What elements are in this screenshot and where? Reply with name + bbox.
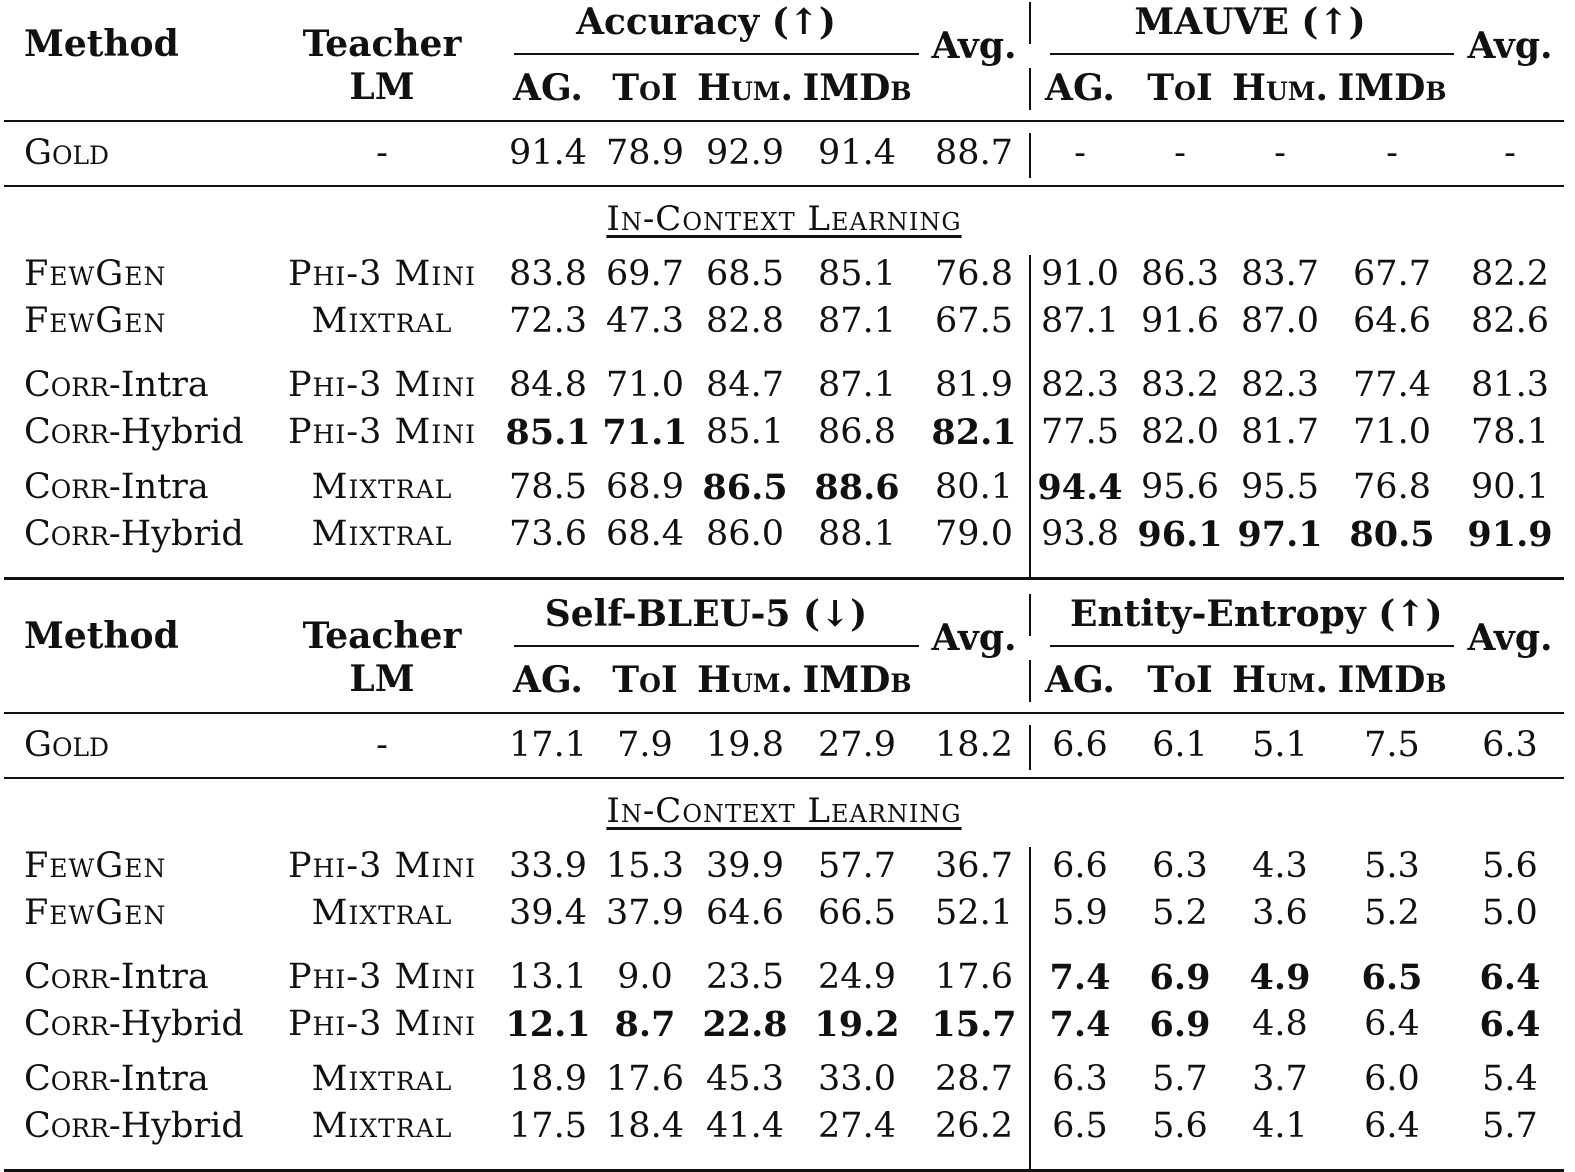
row-value: 5.0	[1482, 893, 1538, 933]
header-group-2: MAUVE (↑)	[1134, 1, 1366, 43]
row-value: 79.0	[935, 514, 1013, 554]
row-method-prefix: Corr	[24, 467, 109, 507]
header-teacher: Teacher	[302, 615, 462, 657]
row-value: 81.9	[935, 365, 1013, 405]
gold-value: 91.4	[509, 133, 587, 173]
row-value: 91.9	[1467, 514, 1553, 555]
row-value: 84.8	[509, 365, 587, 405]
row-value: 33.9	[509, 846, 587, 886]
row-value: 33.0	[818, 1059, 896, 1099]
gold-method: Gold	[24, 725, 110, 765]
row-teacher: Phi-3 Mini	[288, 1004, 476, 1044]
row-value: 5.3	[1364, 846, 1420, 886]
header-rule	[4, 712, 1564, 714]
row-method-suffix: -Hybrid	[108, 514, 244, 554]
row-teacher: Mixtral	[311, 893, 453, 933]
row-value: 83.8	[509, 254, 587, 294]
row-value: 97.1	[1237, 514, 1323, 555]
gold-divider	[1029, 725, 1031, 770]
row-value: 45.3	[706, 1059, 784, 1099]
row-value: 77.5	[1041, 412, 1119, 452]
row-value: 82.3	[1241, 365, 1319, 405]
row-value: 87.1	[818, 301, 896, 341]
row-value: 76.8	[935, 254, 1013, 294]
row-value: 71.1	[602, 412, 688, 453]
row-value: 68.4	[606, 514, 684, 554]
gold-rule	[4, 777, 1564, 779]
row-value: 87.0	[1241, 301, 1319, 341]
row-teacher: Phi-3 Mini	[288, 957, 476, 997]
row-value: 23.5	[706, 957, 784, 997]
row-value: 81.3	[1471, 365, 1549, 405]
row-value: 82.8	[706, 301, 784, 341]
row-method: FewGen	[24, 254, 167, 294]
header-subcol: IMDb	[802, 659, 912, 701]
row-method-suffix: -Hybrid	[108, 412, 244, 452]
header-subcol: AG.	[513, 67, 583, 109]
row-value: 83.2	[1141, 365, 1219, 405]
gold-value: 92.9	[706, 133, 784, 173]
row-method	[24, 514, 244, 554]
body-divider	[1029, 255, 1031, 577]
header-rule	[4, 120, 1564, 122]
row-value: 8.7	[614, 1004, 676, 1045]
row-value: 4.1	[1252, 1106, 1308, 1146]
row-value: 15.3	[606, 846, 684, 886]
row-value: 9.0	[617, 957, 673, 997]
gold-rule	[4, 185, 1564, 187]
row-method-prefix: Corr	[24, 1059, 109, 1099]
row-value: 27.4	[818, 1106, 896, 1146]
header-subcol: Hum.	[696, 659, 794, 701]
row-value: 95.5	[1241, 467, 1319, 507]
row-value: 7.4	[1049, 1004, 1111, 1045]
row-value: 57.7	[818, 846, 896, 886]
row-value: 90.1	[1471, 467, 1549, 507]
gold-value: 7.5	[1364, 725, 1420, 765]
row-method-suffix: -Intra	[108, 365, 209, 405]
gold-value: -	[1504, 133, 1516, 173]
row-method-prefix: Corr	[24, 365, 109, 405]
row-method-prefix: Corr	[24, 514, 109, 554]
row-value: 17.6	[606, 1059, 684, 1099]
row-method: FewGen	[24, 301, 167, 341]
header-group-1: Self-BLEU-5 (↓)	[544, 593, 868, 635]
row-value: 82.2	[1471, 254, 1549, 294]
row-value: 94.4	[1037, 467, 1123, 508]
row-value: 91.6	[1141, 301, 1219, 341]
row-value: 17.6	[935, 957, 1013, 997]
row-value: 64.6	[1353, 301, 1431, 341]
row-method-prefix: Corr	[24, 1004, 109, 1044]
row-value: 5.6	[1482, 846, 1538, 886]
row-value: 18.4	[606, 1106, 684, 1146]
gold-value: 6.6	[1052, 725, 1108, 765]
row-value: 88.6	[814, 467, 900, 508]
header-subcol: Hum.	[696, 67, 794, 109]
row-value: 37.9	[606, 893, 684, 933]
row-method: FewGen	[24, 893, 167, 933]
header-group-1: Accuracy (↑)	[576, 1, 836, 43]
row-value: 15.7	[931, 1004, 1017, 1045]
row-value: 36.7	[935, 846, 1013, 886]
gold-method: Gold	[24, 133, 110, 173]
header-teacher-lm: LM	[349, 658, 415, 700]
row-value: 86.5	[702, 467, 788, 508]
row-value: 6.4	[1479, 957, 1541, 998]
row-value: 69.7	[606, 254, 684, 294]
row-value: 4.8	[1252, 1004, 1308, 1044]
row-value: 7.4	[1049, 957, 1111, 998]
row-teacher: Mixtral	[311, 301, 453, 341]
gold-value: 27.9	[818, 725, 896, 765]
row-value: 4.9	[1249, 957, 1311, 998]
header-avg-1: Avg.	[931, 25, 1017, 67]
header-divider	[1029, 2, 1031, 44]
row-value: 6.6	[1052, 846, 1108, 886]
row-teacher: Phi-3 Mini	[288, 412, 476, 452]
section-label: In-Context Learning	[606, 199, 962, 239]
row-value: 6.4	[1479, 1004, 1541, 1045]
row-method-suffix: -Intra	[108, 467, 209, 507]
row-value: 80.1	[935, 467, 1013, 507]
row-value: 18.9	[509, 1059, 587, 1099]
gold-value: 7.9	[617, 725, 673, 765]
group-1-underline	[514, 53, 919, 55]
row-teacher: Mixtral	[311, 1106, 453, 1146]
header-avg-2: Avg.	[1467, 25, 1553, 67]
row-teacher: Mixtral	[311, 514, 453, 554]
row-teacher: Phi-3 Mini	[288, 846, 476, 886]
header-subcol: ToI	[612, 67, 678, 109]
gold-value: -	[1074, 133, 1086, 173]
row-value: 68.5	[706, 254, 784, 294]
row-value: 77.4	[1353, 365, 1431, 405]
header-divider	[1029, 594, 1031, 636]
row-value: 6.3	[1052, 1059, 1108, 1099]
row-value: 86.3	[1141, 254, 1219, 294]
row-value: 76.8	[1353, 467, 1431, 507]
row-value: 6.5	[1052, 1106, 1108, 1146]
row-value: 39.9	[706, 846, 784, 886]
header-subcol: Hum.	[1231, 659, 1329, 701]
row-value: 19.2	[814, 1004, 900, 1045]
gold-value: 19.8	[706, 725, 784, 765]
row-value: 6.9	[1149, 1004, 1211, 1045]
row-value: 41.4	[706, 1106, 784, 1146]
row-value: 86.0	[706, 514, 784, 554]
row-value: 95.6	[1141, 467, 1219, 507]
row-value: 6.5	[1361, 957, 1423, 998]
row-method-prefix: Corr	[24, 957, 109, 997]
header-divider	[1029, 660, 1031, 702]
row-value: 64.6	[706, 893, 784, 933]
row-teacher: Mixtral	[311, 467, 453, 507]
row-value: 6.4	[1364, 1004, 1420, 1044]
row-value: 5.2	[1152, 893, 1208, 933]
group-1-underline	[514, 645, 919, 647]
header-group-2: Entity-Entropy (↑)	[1070, 593, 1443, 635]
gold-divider	[1029, 133, 1031, 178]
row-value: 96.1	[1137, 514, 1223, 555]
row-value: 82.0	[1141, 412, 1219, 452]
row-value: 71.0	[606, 365, 684, 405]
header-method: Method	[24, 23, 179, 65]
row-method	[24, 1106, 244, 1146]
row-value: 6.0	[1364, 1059, 1420, 1099]
section-label: In-Context Learning	[606, 791, 962, 831]
row-teacher: Mixtral	[311, 1059, 453, 1099]
row-value: 82.1	[931, 412, 1017, 453]
row-value: 85.1	[706, 412, 784, 452]
row-value: 88.1	[818, 514, 896, 554]
row-value: 67.5	[935, 301, 1013, 341]
group-2-underline	[1050, 645, 1454, 647]
gold-value: 6.1	[1152, 725, 1208, 765]
row-method	[24, 467, 209, 507]
row-method-suffix: -Hybrid	[108, 1106, 244, 1146]
header-subcol: ToI	[1147, 67, 1213, 109]
gold-value: 88.7	[935, 133, 1013, 173]
row-value: 28.7	[935, 1059, 1013, 1099]
row-method-suffix: -Hybrid	[108, 1004, 244, 1044]
row-value: 72.3	[509, 301, 587, 341]
row-method	[24, 1004, 244, 1044]
row-value: 87.1	[818, 365, 896, 405]
row-value: 71.0	[1353, 412, 1431, 452]
row-value: 91.0	[1041, 254, 1119, 294]
row-value: 82.3	[1041, 365, 1119, 405]
row-value: 6.9	[1149, 957, 1211, 998]
row-method: FewGen	[24, 846, 167, 886]
row-method	[24, 365, 209, 405]
row-value: 5.7	[1482, 1106, 1538, 1146]
row-value: 93.8	[1041, 514, 1119, 554]
row-value: 67.7	[1353, 254, 1431, 294]
group-2-underline	[1050, 53, 1454, 55]
row-value: 24.9	[818, 957, 896, 997]
gold-value: 18.2	[935, 725, 1013, 765]
gold-value: -	[1174, 133, 1186, 173]
row-method-suffix: -Intra	[108, 1059, 209, 1099]
header-subcol: AG.	[513, 659, 583, 701]
row-value: 5.7	[1152, 1059, 1208, 1099]
row-value: 6.4	[1364, 1106, 1420, 1146]
row-value: 66.5	[818, 893, 896, 933]
header-subcol: AG.	[1045, 67, 1115, 109]
row-method-prefix: Corr	[24, 1106, 109, 1146]
header-teacher: Teacher	[302, 23, 462, 65]
row-value: 73.6	[509, 514, 587, 554]
row-value: 13.1	[509, 957, 587, 997]
row-value: 5.9	[1052, 893, 1108, 933]
row-value: 68.9	[606, 467, 684, 507]
row-value: 4.3	[1252, 846, 1308, 886]
row-value: 12.1	[505, 1004, 591, 1045]
body-divider	[1029, 847, 1031, 1169]
row-value: 78.5	[509, 467, 587, 507]
row-method-suffix: -Intra	[108, 957, 209, 997]
row-value: 78.1	[1471, 412, 1549, 452]
gold-value: 78.9	[606, 133, 684, 173]
row-method	[24, 1059, 209, 1099]
bottom-rule	[4, 577, 1564, 580]
gold-value: -	[1274, 133, 1286, 173]
row-value: 82.6	[1471, 301, 1549, 341]
header-subcol: ToI	[1147, 659, 1213, 701]
gold-value: 6.3	[1482, 725, 1538, 765]
row-method	[24, 957, 209, 997]
gold-value: -	[1386, 133, 1398, 173]
header-teacher-lm: LM	[349, 66, 415, 108]
row-value: 17.5	[509, 1106, 587, 1146]
header-avg-1: Avg.	[931, 617, 1017, 659]
row-value: 85.1	[505, 412, 591, 453]
header-subcol: Hum.	[1231, 67, 1329, 109]
gold-value: 5.1	[1252, 725, 1308, 765]
row-value: 83.7	[1241, 254, 1319, 294]
header-divider	[1029, 68, 1031, 110]
row-value: 3.7	[1252, 1059, 1308, 1099]
header-subcol: ToI	[612, 659, 678, 701]
header-subcol: AG.	[1045, 659, 1115, 701]
row-teacher: Phi-3 Mini	[288, 365, 476, 405]
header-subcol: IMDb	[1337, 659, 1447, 701]
row-value: 85.1	[818, 254, 896, 294]
row-value: 22.8	[702, 1004, 788, 1045]
row-value: 84.7	[706, 365, 784, 405]
row-value: 5.2	[1364, 893, 1420, 933]
header-method: Method	[24, 615, 179, 657]
row-value: 86.8	[818, 412, 896, 452]
row-value: 6.3	[1152, 846, 1208, 886]
row-method-prefix: Corr	[24, 412, 109, 452]
row-method	[24, 412, 244, 452]
row-value: 5.6	[1152, 1106, 1208, 1146]
row-value: 26.2	[935, 1106, 1013, 1146]
gold-value: 91.4	[818, 133, 896, 173]
gold-teacher: -	[376, 725, 388, 765]
row-value: 87.1	[1041, 301, 1119, 341]
header-subcol: IMDb	[802, 67, 912, 109]
row-teacher: Phi-3 Mini	[288, 254, 476, 294]
row-value: 3.6	[1252, 893, 1308, 933]
row-value: 80.5	[1349, 514, 1435, 555]
gold-value: 17.1	[509, 725, 587, 765]
row-value: 47.3	[606, 301, 684, 341]
row-value: 81.7	[1241, 412, 1319, 452]
header-avg-2: Avg.	[1467, 617, 1553, 659]
gold-teacher: -	[376, 133, 388, 173]
row-value: 52.1	[935, 893, 1013, 933]
row-value: 39.4	[509, 893, 587, 933]
row-value: 5.4	[1482, 1059, 1538, 1099]
header-subcol: IMDb	[1337, 67, 1447, 109]
